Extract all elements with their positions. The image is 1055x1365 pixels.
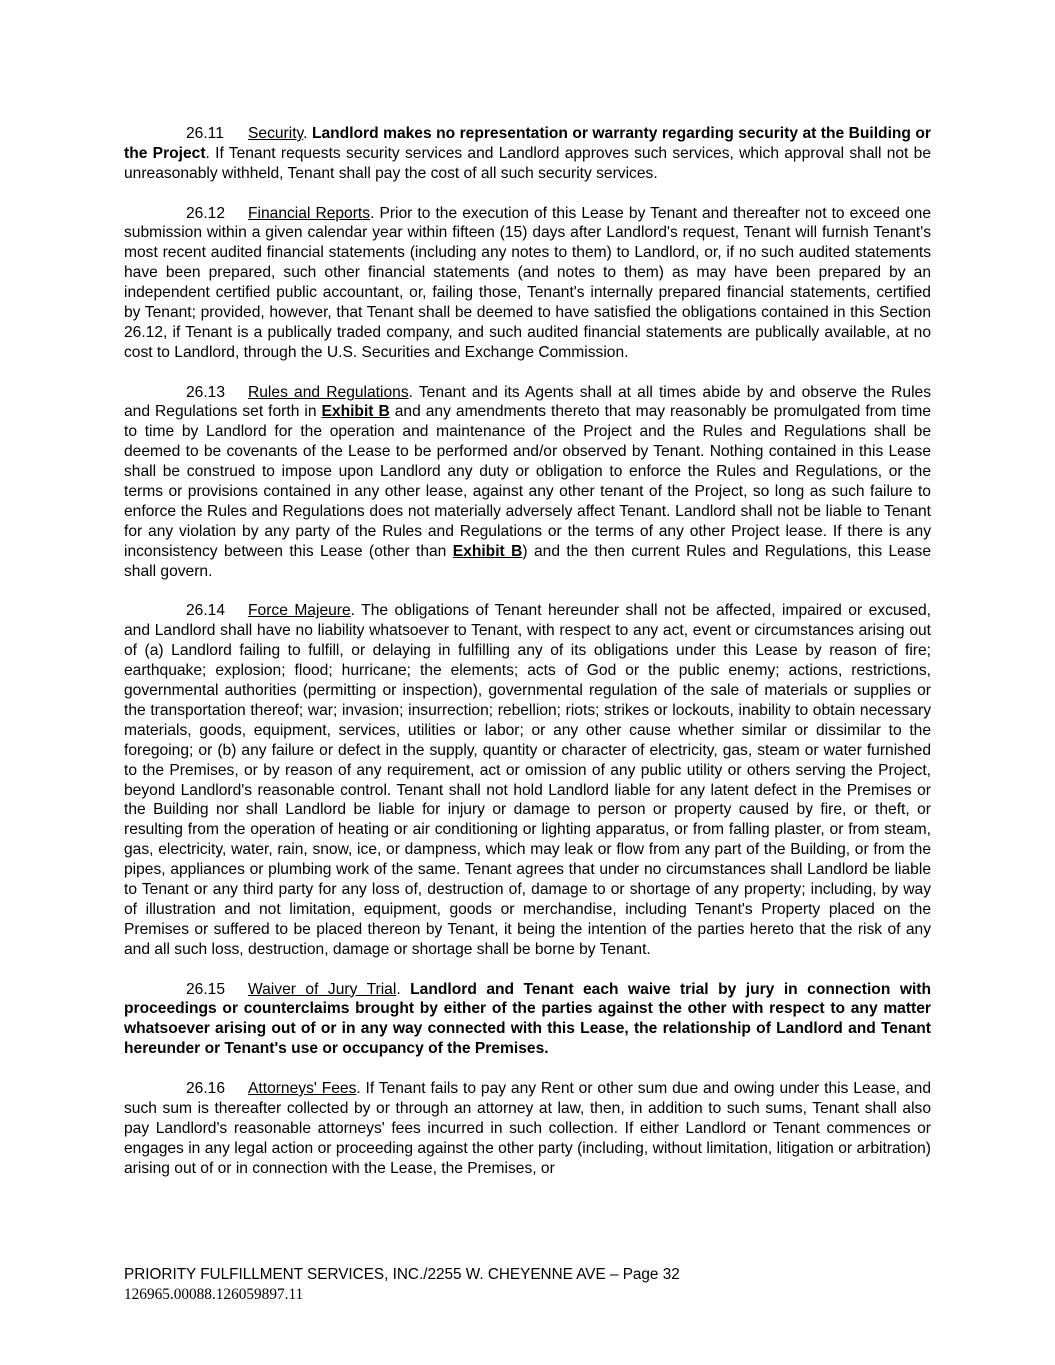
section-text: . Prior to the execution of this Lease by Tenant and thereafter not to exceed one submission within a given calendar year within fifteen (15) days after Landlord's request, Tenant will furnish Tenant's most recent audited financial statements (including any notes to them) to Landlord, or, if no such audited statements have been prepared, such other financial statements (and notes to them) as may have been prepared by an independent certified public accountant, or, failing those, Tenant's internally prepared financial statements, certified by Tenant; provided, however, that Tenant shall be deemed to have satisfied the obligations contained in this Section 26.12, if Tenant is a publically traded company, and such audited financial statements are publically available, at no cost to Landlord, through the U.S. Securities and Exchange Commission. <box>124 204 931 361</box>
section-26-13 <box>124 383 931 582</box>
section-26-15 <box>124 980 931 1060</box>
section-26-11 <box>124 124 931 184</box>
section-text: and any amendments thereto that may reasonably be promulgated from time to time by Landlord for the operation and maintenance of the Project and the Rules and Regulations shall be deemed to be covenants of the Lease to be performed and/or observed by Tenant. Nothing contained in this Lease shall be construed to impose upon Landlord any duty or obligation to enforce the Rules and Regulations, or the terms or provisions contained in any other lease, against any other tenant of the Project, so long as such failure to enforce the Rules and Regulations does not materially adversely affect Tenant. Landlord shall not be liable to Tenant for any violation by any party of the Rules and Regulations or the terms of any other Project lease. If there is any inconsistency between this Lease (other than <box>124 403 931 560</box>
section-number: 26.14 <box>186 602 226 620</box>
exhibit-reference: Exhibit B <box>452 542 523 560</box>
page-footer <box>124 1265 931 1305</box>
section-text: ) and the then current Rules and Regulations, this Lease shall govern. <box>124 542 931 580</box>
section-text: . Tenant and its Agents shall at all times abide by and observe the Rules and Regulations set forth in <box>124 383 932 421</box>
footer-title: PRIORITY FULFILLMENT SERVICES, INC./2255 W. CHEYENNE AVE – Page 32 <box>124 1266 680 1283</box>
section-heading: Rules and Regulations <box>248 383 409 401</box>
section-text: . If Tenant requests security services and Landlord approves such services, which approval shall not be unreasonably withheld, Tenant shall pay the cost of all such security services. <box>124 144 931 182</box>
document-page <box>124 124 931 1198</box>
section-26-12 <box>124 204 931 363</box>
separator: . <box>396 980 411 998</box>
section-heading: Force Majeure <box>248 602 351 620</box>
document-id: 126965.00088.126059897.11 <box>124 1286 304 1303</box>
section-text: . If Tenant fails to pay any Rent or other sum due and owing under this Lease, and such sum is thereafter collected by or through an attorney at law, then, in addition to such sums, Tenant shall also pay Landlord's reasonable attorneys' fees incurred in such collection. If either Landlord or Tenant commences or engages in any legal action or proceeding against the other party (including, without limitation, litigation or arbitration) arising out of or in connection with the Lease, the Premises, or <box>124 1079 931 1177</box>
section-26-14 <box>124 601 931 959</box>
exhibit-reference: Exhibit B <box>321 403 390 421</box>
bold-statement: Landlord and Tenant each waive trial by jury in connection with proceedings or counterclaims brought by either of the parties against the other with respect to any matter whatsoever arising out of or in any way connected with this Lease, the relationship of Landlord and Tenant hereunder or Tenant's use or occupancy of the Premises. <box>124 980 932 1058</box>
section-number: 26.15 <box>186 980 226 998</box>
section-heading: Waiver of Jury Trial <box>248 980 397 998</box>
section-number: 26.16 <box>186 1079 226 1097</box>
section-heading: Security <box>248 125 304 142</box>
section-26-16 <box>124 1079 931 1179</box>
separator: . <box>303 125 312 142</box>
section-number: 26.11 <box>186 125 224 142</box>
section-heading: Financial Reports <box>248 204 371 222</box>
section-number: 26.12 <box>186 204 226 222</box>
bold-statement: Landlord makes no representation or warranty regarding security at the Building or the Project <box>124 125 931 162</box>
section-number: 26.13 <box>186 383 226 401</box>
section-text: . The obligations of Tenant hereunder shall not be affected, impaired or excused, and Landlord shall have no liability whatsoever to Tenant, with respect to any act, event or circumstances arising out of (a) Landlord failing to fulfill, or delaying in fulfilling any of its obligations under this Lease by reason of fire; earthquake; explosion; flood; hurricane; the elements; acts of God or the public enemy; actions, restrictions, governmental authorities (permitting or inspection), governmental regulation of the sale of materials or supplies or the transportation thereof; war; invasion; insurrection; rebellion; riots; strikes or lockouts, inability to obtain necessary materials, goods, equipment, services, utilities or labor; or any other cause whether similar or dissimilar to the foregoing; or (b) any failure or defect in the supply, quantity or character of electricity, gas, steam or water furnished to the Premises, or by reason of any requirement, act or omission of any public utility or others serving the Project, beyond Landlord's reasonable control. Tenant shall not hold Landlord liable for any latent defect in the Premises or the Building nor shall Landlord be liable for injury or damage to person or property caused by fire, or theft, or resulting from the operation of heating or air conditioning or lighting apparatus, or from falling plaster, or from steam, gas, electricity, water, rain, snow, ice, or dampness, which may leak or flow from any part of the Building, or from the pipes, appliances or plumbing work of the same. Tenant agrees that under no circumstances shall Landlord be liable to Tenant or any third party for any loss of, destruction of, damage to or shortage of any property; including, by way of illustration and not limitation, equipment, goods or merchandise, including Tenant's Property placed on the Premises or suffered to be placed thereon by Tenant, it being the intention of the parties hereto that the risk of any and all such loss, destruction, damage or shortage shall be borne by Tenant. <box>124 602 932 958</box>
section-heading: Attorneys' Fees <box>248 1079 357 1097</box>
